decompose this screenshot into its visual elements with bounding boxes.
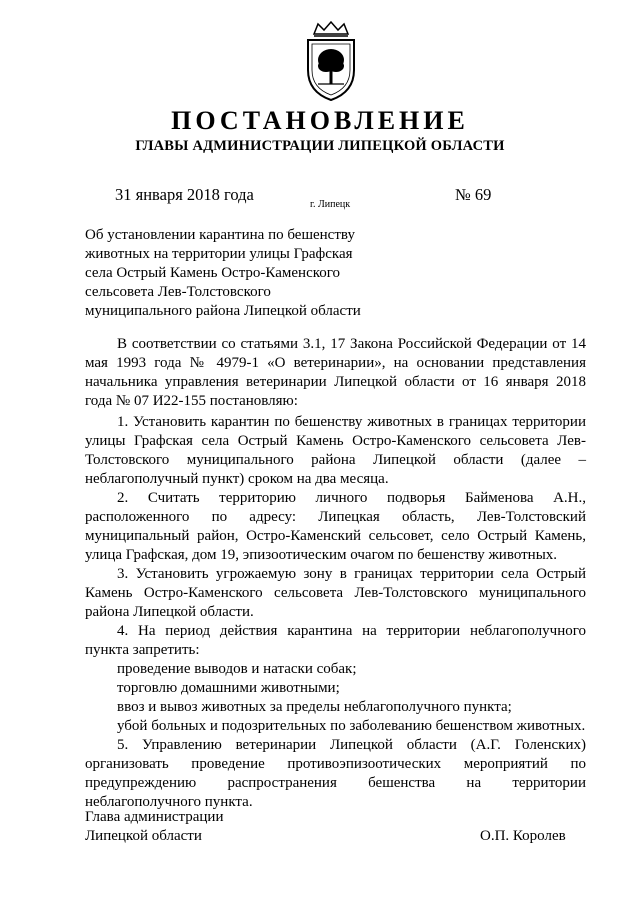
item-4: 4. На период действия карантина на территории неблагополучного пункта запретить: xyxy=(85,623,586,658)
document-title: ПОСТАНОВЛЕНИЕ xyxy=(171,106,469,135)
item-4-sub: проведение выводов и натаски собак; xyxy=(117,661,357,677)
document-date: 31 января 2018 года xyxy=(115,185,254,204)
resolution-items xyxy=(85,413,586,812)
document-number: № 69 xyxy=(455,185,492,204)
document-place: г. Липецк xyxy=(310,199,351,210)
signature-name: О.П. Королев xyxy=(480,828,566,844)
coat-of-arms-icon xyxy=(300,20,362,102)
item-4-sub: ввоз и вывоз животных за пределы неблагополучного пункта; xyxy=(117,699,512,715)
preamble xyxy=(85,335,586,411)
signature-position-line: Липецкой области xyxy=(85,828,202,844)
item-1: 1. Установить карантин по бешенству животных в границах территории улицы Графская села Острый Камень Остро-Каменского сельсовета Лев-Толстовского муниципального района Липецкой области (далее – неблагополучный пункт) сроком на два месяца. xyxy=(85,414,586,487)
topic-line: муниципального района Липецкой области xyxy=(85,303,361,319)
topic-line: села Острый Камень Остро-Каменского xyxy=(85,265,341,281)
topic-line: животных на территории улицы Графская xyxy=(85,246,353,262)
signature-position xyxy=(85,808,223,846)
item-4-sub: убой больных и подозрительных по заболеванию бешенством животных. xyxy=(117,718,586,734)
item-2: 2. Считать территорию личного подворья Байменова А.Н., расположенного по адресу: Липецкая область, Лев-Толстовский муниципальный район, Остро-Каменский сельсовет, село Острый Камень, улица Графская, дом 19, эпизоотическим очагом по бешенству животных. xyxy=(85,490,586,563)
signature-position-line: Глава администрации xyxy=(85,809,224,825)
document-topic xyxy=(85,226,385,321)
topic-line: Об установлении карантина по бешенству xyxy=(85,227,355,243)
item-3: 3. Установить угрожаемую зону в границах территории села Острый Камень Остро-Каменского сельсовета Лев-Толстовского муниципального района Липецкой области. xyxy=(85,566,586,620)
document-subtitle: ГЛАВЫ АДМИНИСТРАЦИИ ЛИПЕЦКОЙ ОБЛАСТИ xyxy=(135,138,505,154)
item-5: 5. Управлению ветеринарии Липецкой области (А.Г. Голенских) организовать проведение противоэпизоотических мероприятий по предупреждению распространения бешенства на территории неблагополучного пункта. xyxy=(85,737,586,810)
topic-line: сельсовета Лев-Толстовского xyxy=(85,284,271,300)
item-4-sub: торговлю домашними животными; xyxy=(117,680,340,696)
preamble-paragraph: В соответствии со статьями 3.1, 17 Закона Российской Федерации от 14 мая 1993 года № 4979-1 «О ветеринарии», на основании представления начальника управления ветеринарии Липецкой области от 16 января 2018 года № 07 И22-155 постановляю: xyxy=(85,336,586,409)
